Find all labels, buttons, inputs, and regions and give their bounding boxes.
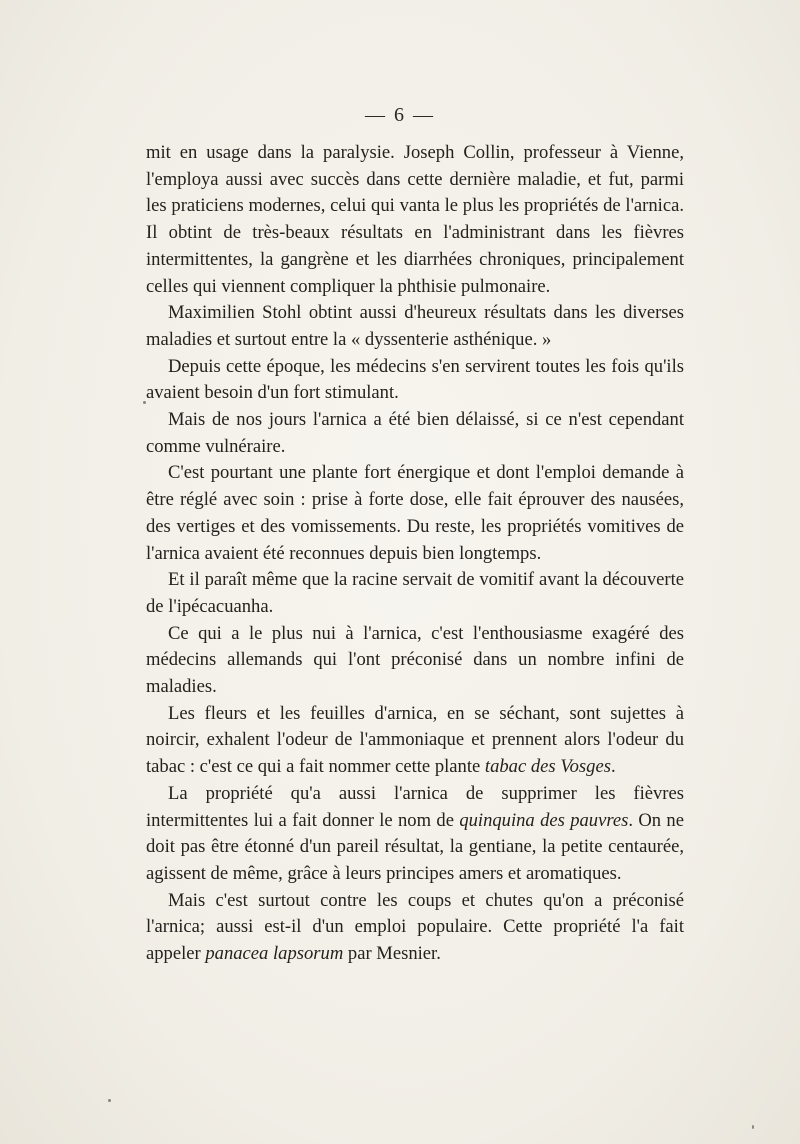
paragraph-p2	[146, 300, 684, 353]
paragraph-p6	[146, 567, 684, 620]
paper-speck	[752, 1125, 754, 1129]
text-run: .	[610, 756, 616, 778]
text-run: mit en usage dans la paralysie. Joseph Collin, professeur à Vienne, l'employa aussi avec succès dans cette dernière maladie, et fut, parmi les praticiens modernes, celui qui vanta le plus les propriétés de l'arnica. Il obtint de très-beaux résultats en l'administrant dans les fièvres intermittentes, la gangrène et les diarrhées chroniques, principalement celles qui viennent compliquer la phthisie pulmonaire.	[146, 142, 684, 297]
paragraph-p7	[146, 621, 684, 701]
italic-phrase: tabac des Vosges	[484, 756, 611, 778]
italic-phrase: quinquina des pauvres	[459, 809, 629, 831]
italic-phrase: panacea lapsorum	[205, 943, 344, 965]
text-run: C'est pourtant une plante fort énergique et dont l'emploi demande à être réglé avec soin : prise à forte dose, elle fait éprouver des nausées, des vertiges et des vomissements. Du reste, les propriétés vomitives de l'arnica avaient été reconnues depuis bien longtemps.	[146, 462, 684, 564]
text-run: Maximilien Stohl obtint aussi d'heureux résultats dans les diverses maladies et surtout entre la « dyssenterie asthénique. »	[146, 302, 684, 350]
paragraph-p4	[146, 407, 684, 460]
paper-speck	[143, 401, 146, 404]
text-run: Mais de nos jours l'arnica a été bien délaissé, si ce n'est cependant comme vulnéraire.	[146, 409, 684, 457]
body-text	[146, 140, 684, 968]
paragraph-p9	[146, 781, 684, 888]
paragraph-p5	[146, 460, 684, 567]
paragraph-p3	[146, 354, 684, 407]
paper-speck	[108, 1099, 111, 1102]
page-number: — 6 —	[365, 104, 435, 126]
text-run: Ce qui a le plus nui à l'arnica, c'est l'enthousiasme exagéré des médecins allemands qui l'ont préconisé dans un nombre infini de maladies.	[146, 622, 684, 698]
text-run: Et il paraît même que la racine servait de vomitif avant la découverte de l'ipécacuanha.	[146, 569, 684, 617]
paragraph-p1	[146, 140, 684, 300]
text-run: . On ne doit pas être étonné d'un pareil résultat, la gentiane, la petite centaurée, agissent de même, grâce à leurs principes amers et aromatiques.	[146, 809, 684, 884]
text-run: Les fleurs et les feuilles d'arnica, en se séchant, sont sujettes à noircir, exhalent l'odeur de l'ammoniaque et prennent alors l'odeur du tabac : c'est ce qui a fait nommer cette plante	[146, 702, 684, 778]
text-run: Depuis cette époque, les médecins s'en servirent toutes les fois qu'ils avaient besoin d'un fort stimulant.	[146, 355, 684, 404]
paragraph-p8	[146, 701, 684, 781]
paragraph-p10	[146, 888, 684, 968]
text-run: par Mesnier.	[343, 943, 441, 965]
text-run: La propriété qu'a aussi l'arnica de supprimer les fièvres intermittentes lui a fait donner le nom de	[146, 782, 684, 831]
text-run: Mais c'est surtout contre les coups et chutes qu'on a préconisé l'arnica; aussi est-il d'un emploi populaire. Cette propriété l'a fait appeler	[146, 889, 684, 965]
